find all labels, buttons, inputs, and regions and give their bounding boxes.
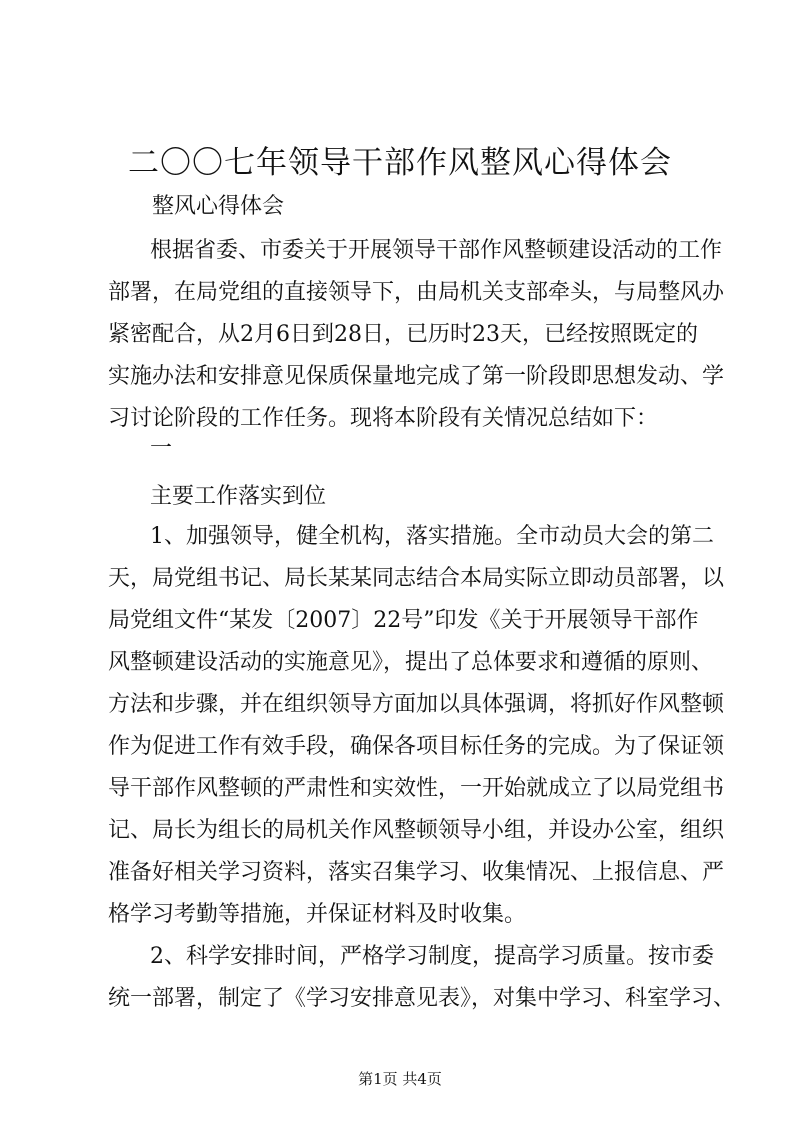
document-subtitle: 整风心得体会 (152, 194, 285, 219)
paragraph-line: 2、科学安排时间，严格学习制度，提高学习质量。按市委 (150, 944, 714, 969)
paragraph-line: 习讨论阶段的工作任务。现将本阶段有关情况总结如下： (108, 406, 659, 431)
paragraph-line: 局党组文件“某发〔2007〕22号”印发《关于开展领导干部作 (108, 608, 699, 633)
paragraph-line: 紧密配合，从2月6日到28日，已历时23天，已经按照既定的 (108, 322, 698, 347)
section-heading: 主要工作落实到位 (150, 484, 327, 509)
paragraph-line: 准备好相关学习资料，落实召集学习、收集情况、上报信息、严 (108, 860, 725, 885)
paragraph-line: 记、局长为组长的局机关作风整顿领导小组，并设办公室，组织 (108, 818, 725, 843)
paragraph-line: 作为促进工作有效手段，确保各项目标任务的完成。为了保证领 (108, 734, 725, 759)
paragraph-line: 根据省委、市委关于开展领导干部作风整顿建设活动的工作 (150, 238, 723, 263)
section-number: 一 (150, 436, 173, 461)
paragraph-line: 天，局党组书记、局长某某同志结合本局实际立即动员部署，以 (108, 566, 725, 591)
paragraph-line: 统一部署，制定了《学习安排意见表》，对集中学习、科室学习、 (108, 986, 736, 1011)
paragraph-line: 格学习考勤等措施，并保证材料及时收集。 (108, 902, 527, 927)
paragraph-line: 导干部作风整顿的严肃性和实效性，一开始就成立了以局党组书 (108, 776, 725, 801)
paragraph-line: 部署，在局党组的直接领导下，由局机关支部牵头，与局整风办 (108, 280, 725, 305)
paragraph-line: 方法和步骤，并在组织领导方面加以具体强调，将抓好作风整顿 (108, 692, 725, 717)
paragraph-line: 1、加强领导，健全机构，落实措施。全市动员大会的第二 (150, 524, 714, 549)
page-footer: 第1页 共4页 (358, 1070, 442, 1088)
paragraph-line: 风整顿建设活动的实施意见》，提出了总体要求和遵循的原则、 (108, 650, 714, 675)
document-title: 二〇〇七年领导干部作风整风心得体会 (128, 145, 672, 181)
paragraph-line: 实施办法和安排意见保质保量地完成了第一阶段即思想发动、学 (108, 364, 725, 389)
